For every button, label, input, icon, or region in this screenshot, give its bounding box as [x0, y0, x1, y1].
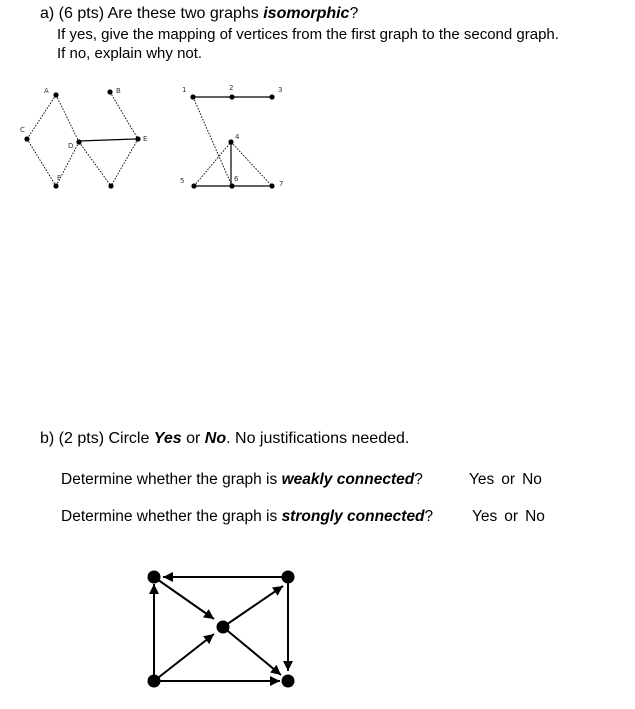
node-bottom-right: [282, 675, 295, 688]
part-a-emphasis: isomorphic: [263, 5, 350, 22]
edge-b-e: [110, 92, 138, 139]
edge-bl-c: [154, 634, 214, 681]
vertex-2: [229, 94, 234, 99]
no-option-weakly[interactable]: No: [522, 471, 542, 488]
label-f: F: [57, 174, 62, 182]
label-2: 2: [229, 84, 234, 92]
vertex-f: [53, 183, 58, 188]
edge-5-4: [194, 142, 231, 186]
label-c: C: [20, 126, 25, 134]
node-top-right: [282, 571, 295, 584]
node-bottom-left: [148, 675, 161, 688]
vertex-a: [53, 92, 58, 97]
graph-2: [180, 84, 283, 189]
edge-a-c: [27, 95, 56, 139]
question-weakly-connected: [61, 471, 423, 489]
edge-d-e: [79, 139, 136, 141]
part-b-suffix: . No justifications needed.: [226, 430, 410, 447]
q1-emphasis: weakly connected: [281, 471, 415, 488]
part-b-yes: Yes: [153, 430, 182, 447]
label-b: B: [116, 87, 121, 95]
vertex-4: [228, 139, 233, 144]
part-b-or: or: [181, 430, 205, 447]
label-a: A: [44, 87, 49, 95]
vertex-3: [269, 94, 274, 99]
label-d: D: [68, 142, 74, 150]
vertex-g: [108, 183, 113, 188]
or-strongly: or: [504, 508, 519, 525]
q2-prefix: Determine whether the graph is: [61, 508, 282, 525]
or-weakly: or: [501, 471, 516, 488]
vertex-1: [190, 94, 195, 99]
label-e: E: [143, 135, 148, 143]
q1-suffix: ?: [414, 471, 423, 488]
edge-1-6: [193, 97, 232, 186]
vertex-c: [24, 136, 29, 141]
q1-prefix: Determine whether the graph is: [61, 471, 282, 488]
edge-c-tr: [223, 586, 283, 627]
no-option-strongly[interactable]: No: [525, 508, 545, 525]
edge-c-f: [27, 139, 56, 186]
part-a-instruction-1: If yes, give the mapping of vertices from the first graph to the second graph.: [57, 26, 559, 43]
yes-option-strongly[interactable]: Yes: [472, 508, 498, 525]
edge-c-br: [223, 627, 281, 675]
edge-tl-c: [154, 577, 214, 619]
part-a-prefix: a) (6 pts) Are these two graphs: [40, 5, 264, 22]
label-6: 6: [234, 175, 239, 183]
q2-emphasis: strongly connected: [281, 508, 425, 525]
node-center: [217, 621, 230, 634]
vertex-6: [229, 183, 234, 188]
q2-suffix: ?: [424, 508, 434, 525]
label-3: 3: [278, 86, 283, 94]
edge-a-d: [56, 95, 79, 142]
edge-e-g: [111, 139, 138, 186]
vertex-e: [135, 136, 140, 141]
vertex-5: [191, 183, 196, 188]
part-b-no: No: [204, 430, 227, 447]
node-top-left: [148, 571, 161, 584]
vertex-b: [107, 89, 112, 94]
label-7: 7: [279, 180, 284, 188]
part-a-graphs: [0, 0, 635, 260]
part-b-question: [40, 430, 409, 448]
part-a-instruction-2: If no, explain why not.: [57, 45, 203, 62]
part-a-suffix: ?: [349, 5, 359, 22]
part-b-prefix: b) (2 pts) Circle: [40, 430, 154, 447]
graph-1: [20, 87, 147, 189]
label-1: 1: [182, 86, 187, 94]
answer-choices-strongly: [472, 508, 545, 526]
vertex-d: [76, 139, 81, 144]
question-strongly-connected: [61, 508, 433, 526]
vertex-7: [269, 183, 274, 188]
edge-d-g: [79, 142, 111, 186]
label-4: 4: [235, 133, 240, 141]
answer-choices-weakly: [469, 471, 542, 489]
yes-option-weakly[interactable]: Yes: [469, 471, 495, 488]
label-5: 5: [180, 177, 185, 185]
